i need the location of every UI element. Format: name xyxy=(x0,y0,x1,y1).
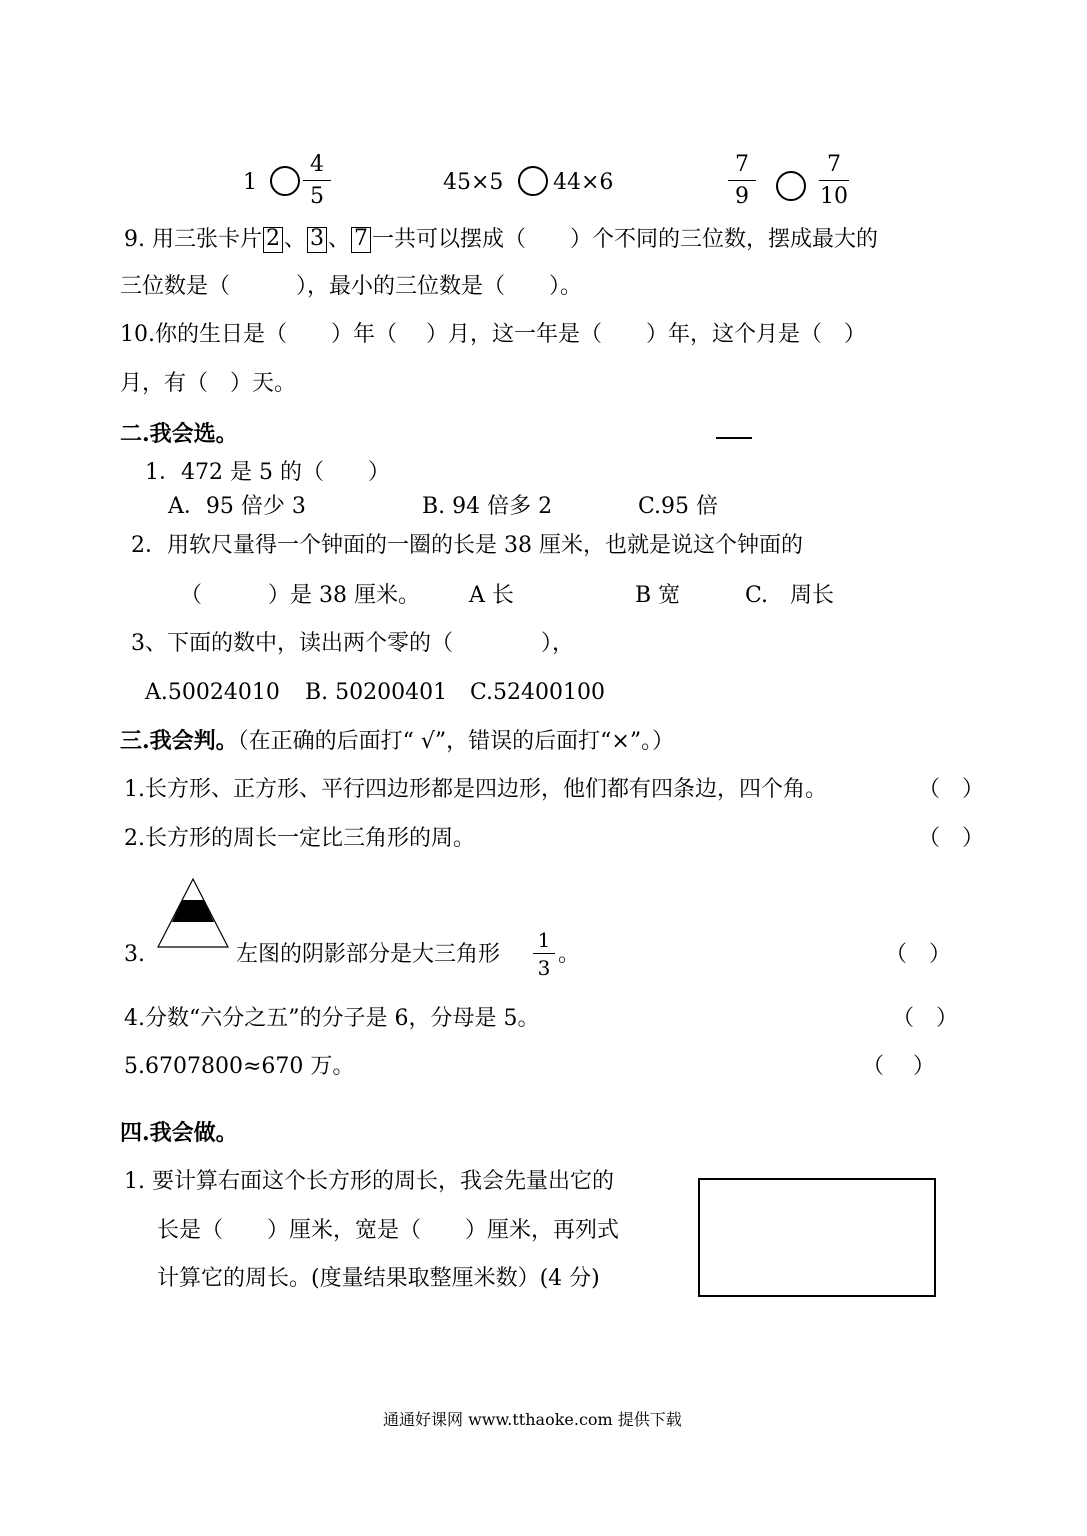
fraction-denominator: 5 xyxy=(310,184,324,209)
s4-q1-line2: 长是（ ）厘米，宽是（ ）厘米，再列式 xyxy=(157,1218,620,1243)
section-3-instruction: （在正确的后面打“ √”，错误的后面打“×”。） xyxy=(237,729,675,754)
s2-q1-stem: 1．472 是 5 的（ ） xyxy=(145,460,390,485)
judge-5-text: 5.6707800≈670 万。 xyxy=(124,1054,355,1079)
judge-2-text: 2.长方形的周长一定比三角形的周。 xyxy=(124,826,475,851)
short-rule xyxy=(716,437,752,439)
judge-3-text: 左图的阴影部分是大三角形 xyxy=(236,942,501,967)
judge-5-paren[interactable]: （ ） xyxy=(862,1054,935,1079)
s2-q3-option-b: B. 50200401 xyxy=(305,680,448,705)
s2-q2-option-c: C. 周长 xyxy=(745,583,835,608)
s2-q3-stem: 3、下面的数中，读出两个零的（ ）， xyxy=(131,631,574,656)
triangle-figure xyxy=(156,877,230,949)
card-2: 2 xyxy=(263,227,283,253)
question-10-line2: 月，有（ ）天。 xyxy=(120,371,297,396)
s2-q3-option-a: A.50024010 xyxy=(145,680,280,705)
question-10-line1: 10.你的生日是（ ）年（ ）月，这一年是（ ）年，这个月是（ ） xyxy=(120,322,866,347)
section-4-title: 四.我会做。 xyxy=(120,1120,238,1146)
fraction-numerator: 4 xyxy=(310,152,324,177)
judge-3-paren[interactable]: （ ） xyxy=(885,942,952,967)
s2-q2-option-a: A 长 xyxy=(469,583,514,608)
s2-q1-option-b: B. 94 倍多 2 xyxy=(422,494,553,519)
s2-q1-option-a: A．95 倍少 3 xyxy=(168,494,306,519)
measure-rectangle xyxy=(698,1178,936,1297)
compare-1-left: 1 xyxy=(243,170,257,195)
judge-3-number: 3. xyxy=(124,942,145,967)
section-3-heading xyxy=(120,730,674,753)
s2-q1-option-c: C.95 倍 xyxy=(638,494,719,519)
fraction-4-5 xyxy=(303,154,331,208)
s2-q2-blank: （ ）是 38 厘米。 xyxy=(180,583,420,608)
compare-circle-3[interactable] xyxy=(776,171,806,201)
judge-1-paren[interactable]: （ ） xyxy=(918,777,985,802)
footer-credit: 通通好课网 www.tthaoke.com 提供下载 xyxy=(383,1410,682,1429)
judge-3-end: 。 xyxy=(558,942,581,967)
compare-2-right: 44×6 xyxy=(553,170,614,195)
fraction-7-9: 7 9 xyxy=(728,154,756,208)
section-3-title: 三.我会判。 xyxy=(120,728,238,754)
compare-circle-2[interactable] xyxy=(518,166,548,196)
card-7: 7 xyxy=(351,227,371,253)
fraction-1-3: 1 3 xyxy=(533,930,555,978)
fraction-7-10: 7 10 xyxy=(820,152,848,209)
compare-2-left: 45×5 xyxy=(443,170,504,195)
judge-2-paren[interactable]: （ ） xyxy=(918,826,985,851)
s4-q1-line3: 计算它的周长。(度量结果取整厘米数）(4 分) xyxy=(157,1266,600,1291)
judge-4-paren[interactable]: （ ） xyxy=(892,1006,959,1031)
s2-q2-line1: 2．用软尺量得一个钟面的一圈的长是 38 厘米，也就是说这个钟面的 xyxy=(131,533,803,558)
question-9-line1: 9. 用三张卡片 2 、 3 、 7 一共可以摆成（ ）个不同的三位数，摆成最大的 xyxy=(124,226,879,252)
s4-q1-line1: 1. 要计算右面这个长方形的周长，我会先量出它的 xyxy=(124,1169,614,1194)
s2-q3-option-c: C.52400100 xyxy=(470,680,606,705)
judge-4-text: 4.分数“六分之五”的分子是 6，分母是 5。 xyxy=(124,1006,540,1031)
compare-circle-1[interactable] xyxy=(270,166,300,196)
s2-q2-option-b: B 宽 xyxy=(635,583,681,608)
section-2-title: 二.我会选。 xyxy=(120,421,238,447)
judge-1-text: 1.长方形、正方形、平行四边形都是四边形，他们都有四条边，四个角。 xyxy=(124,777,827,802)
question-9-line2: 三位数是（ ），最小的三位数是（ ）。 xyxy=(120,274,583,299)
card-3: 3 xyxy=(307,227,327,253)
